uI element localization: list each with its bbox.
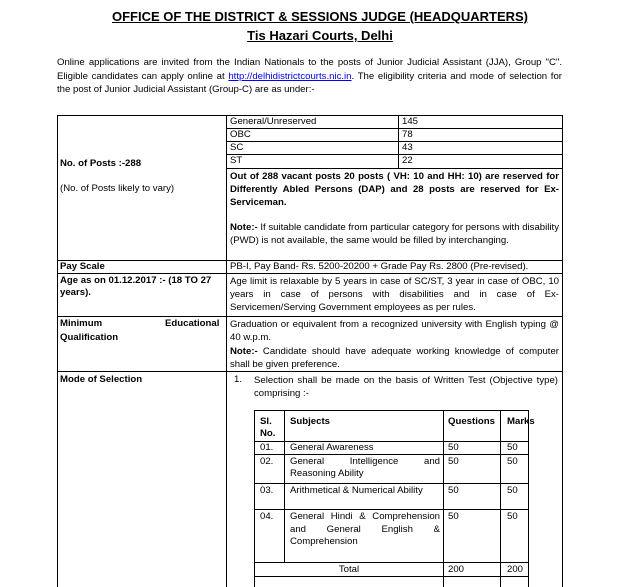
subjects-header-questions: Questions [448, 416, 495, 427]
table-row-questions: 50 [448, 511, 459, 522]
qualification-note-text: Candidate should have adequate working knowledge of computer shall be given preference. [230, 346, 559, 370]
category-sc-count: 43 [402, 142, 413, 153]
selection-point-text: Selection shall be made on the basis of Written Test (Objective type) comprising :- [254, 375, 558, 399]
table-row-sl: 04. [260, 511, 274, 522]
table-total-label: Total [338, 564, 360, 575]
selection-label: Mode of Selection [60, 374, 143, 385]
age-value: Age limit is relaxable by 5 years in case of SC/ST, 3 year in case of OBC, 10 years in case of persons with disabilities and in case of Ex-Servicemen/Serving Government employees as per rules. [230, 276, 559, 313]
posts-note-label: Note:- [230, 222, 258, 233]
reservation-note: Out of 288 vacant posts 20 posts ( VH: 10 and HH: 10) are reserved for Differently Abled Persons (DAP) and 28 posts are reserved for Ex-Serviceman. [230, 171, 559, 208]
table-row-subject: Arithmetical & Numerical Ability [290, 485, 423, 496]
table-row-subject: General Awareness [290, 442, 374, 453]
category-sc: SC [230, 142, 244, 153]
qualification-label-3: Qualification [60, 332, 119, 343]
category-general: General/Unreserved [230, 116, 317, 127]
table-row-sl: 01. [260, 442, 274, 453]
qualification-label-1: Minimum [60, 318, 103, 329]
subjects-header-subjects: Subjects [290, 416, 330, 427]
table-row-questions: 50 [448, 485, 459, 496]
table-total-questions: 200 [448, 564, 465, 575]
subjects-header-marks: Marks [507, 416, 535, 427]
table-row-questions: 50 [448, 456, 459, 467]
category-st-count: 22 [402, 155, 413, 166]
intro-paragraph [57, 56, 562, 97]
table-row-sl: 03. [260, 485, 274, 496]
qualification-value: Graduation or equivalent from a recognized university with English typing @ 40 w.p.m. [230, 319, 559, 343]
selection-point-number: 1. [234, 374, 243, 385]
posts-label: No. of Posts :-288 [60, 158, 142, 169]
pay-scale-value: PB-I, Pay Band- Rs. 5200-20200 + Grade Pay Rs. 2800 (Pre-revised). [230, 261, 529, 272]
age-label: Age as on 01.12.2017 :- (18 TO 27 years). [60, 275, 212, 298]
posts-note-text: If suitable candidate from particular category for persons with disability (PWD) is not available, the same would be filled by interchanging. [230, 222, 559, 246]
category-general-count: 145 [402, 116, 419, 127]
category-obc-count: 78 [402, 129, 413, 140]
table-row-subject: General Intelligence and Reasoning Ability [290, 456, 440, 479]
category-st: ST [230, 155, 243, 166]
website-link[interactable]: http://delhidistrictcourts.nic.in [228, 70, 352, 82]
pay-scale-label: Pay Scale [60, 261, 105, 272]
qualification-note-label: Note:- [230, 346, 258, 357]
intro-text-1: Online applications are invited from the Indian Nationals to the posts of Junior Judicial Assistant (JJA), Group "C". Eligible candidates can apply online at [57, 57, 562, 82]
table-total-marks: 200 [507, 564, 524, 575]
table-row-marks: 50 [507, 442, 518, 453]
posts-note [230, 221, 559, 247]
table-row-marks: 50 [507, 511, 518, 522]
intro-text-2: . The eligibility criteria and mode of selection for the post of Junior Judicial Assistant (Group-C) are as under:- [57, 70, 562, 95]
table-row-questions: 50 [448, 442, 459, 453]
posts-sublabel: (No. of Posts likely to vary) [60, 183, 175, 194]
table-row-marks: 50 [507, 456, 518, 467]
qualification-note [230, 345, 559, 371]
subjects-header-sl: Sl. No. [260, 416, 276, 439]
table-row-subject: General Hindi & Comprehension and General English & Comprehension [290, 511, 440, 547]
table-row-marks: 50 [507, 485, 518, 496]
page-title: OFFICE OF THE DISTRICT & SESSIONS JUDGE (HEADQUARTERS) [111, 9, 529, 24]
page-subtitle: Tis Hazari Courts, Delhi [247, 28, 393, 43]
category-obc: OBC [230, 129, 251, 140]
qualification-label-2: Educational [165, 318, 220, 329]
table-row-sl: 02. [260, 456, 274, 467]
